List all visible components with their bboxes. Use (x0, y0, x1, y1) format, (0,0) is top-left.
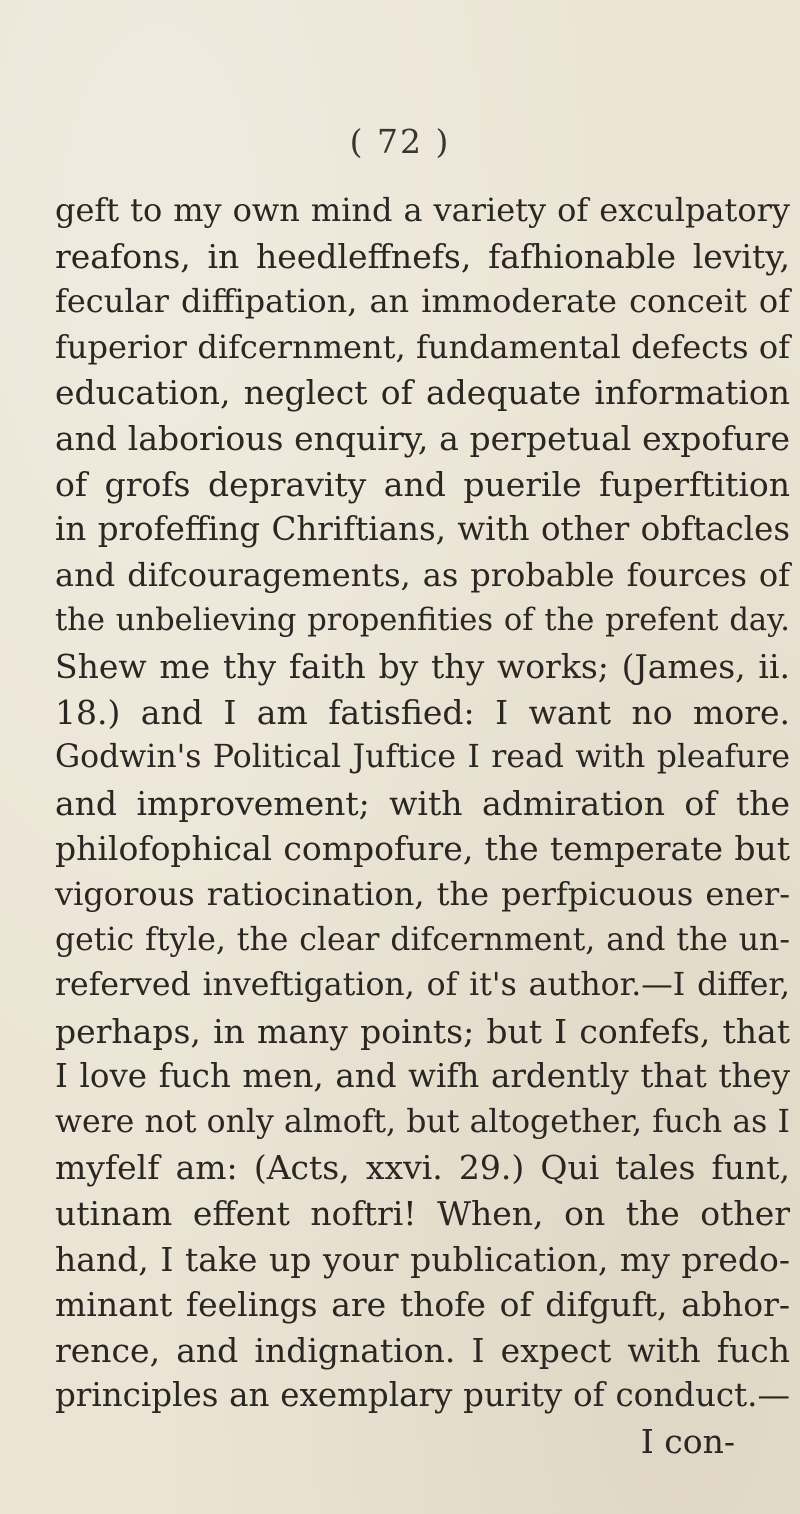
catchword: I con- (640, 1422, 735, 1462)
text-line: and difcouragements, as probable fources of (55, 555, 790, 594)
text-line: of grofs depravity and puerile fuperftition (55, 464, 790, 504)
text-line: geft to my own mind a variety of exculpatory (55, 191, 790, 229)
text-line: the unbelieving propenfities of the prefent day. (55, 603, 790, 639)
text-line: minant feelings are thofe of difguft, abhor- (55, 1285, 790, 1325)
text-line: getic ftyle, the clear difcernment, and the un- (55, 921, 790, 958)
text-line: I love fuch men, and wifh ardently that they (55, 1057, 790, 1096)
text-line: philofophical compofure, the temperate but (55, 829, 790, 869)
text-line: fuperior difcernment, fundamental defects of (55, 327, 790, 366)
text-line: education, neglect of adequate information (55, 373, 790, 413)
body-text (55, 188, 790, 1465)
text-line: fecular diffipation, an immoderate conceit of (55, 282, 790, 321)
text-line: Shew me thy faith by thy works; (James, ii. (55, 646, 790, 686)
text-line: referved inveftigation, of it's author.—I differ, (55, 967, 790, 1004)
page-number: ( 72 ) (349, 122, 451, 161)
text-line: utinam effent noftri! When, on the other (55, 1194, 790, 1234)
text-line: rence, and indignation. I expect with fuch (55, 1330, 790, 1370)
text-line: 18.) and I am fatisfied: I want no more. (55, 692, 790, 732)
text-line: in profeffing Chriftians, with other obftacles (55, 510, 790, 549)
text-line: hand, I take up your publication, my predo- (55, 1239, 790, 1279)
text-line: reafons, in heedleffnefs, fafhionable levity, (55, 236, 790, 276)
text-line: myfelf am: (Acts, xxvi. 29.) Qui tales funt, (55, 1148, 790, 1188)
text-line: perhaps, in many points; but I confefs, that (55, 1011, 790, 1051)
text-line: Godwin's Political Juftice I read with pleafure (55, 739, 790, 776)
text-line: principles an exemplary purity of conduct.— (55, 1376, 790, 1415)
text-line: vigorous ratiocination, the perfpicuous ener- (55, 874, 790, 913)
text-line: and improvement; with admiration of the (55, 783, 790, 823)
text-line: were not only almoft, but altogether, fuch as I (55, 1103, 790, 1140)
text-line: and laborious enquiry, a perpetual expofure (55, 418, 790, 458)
